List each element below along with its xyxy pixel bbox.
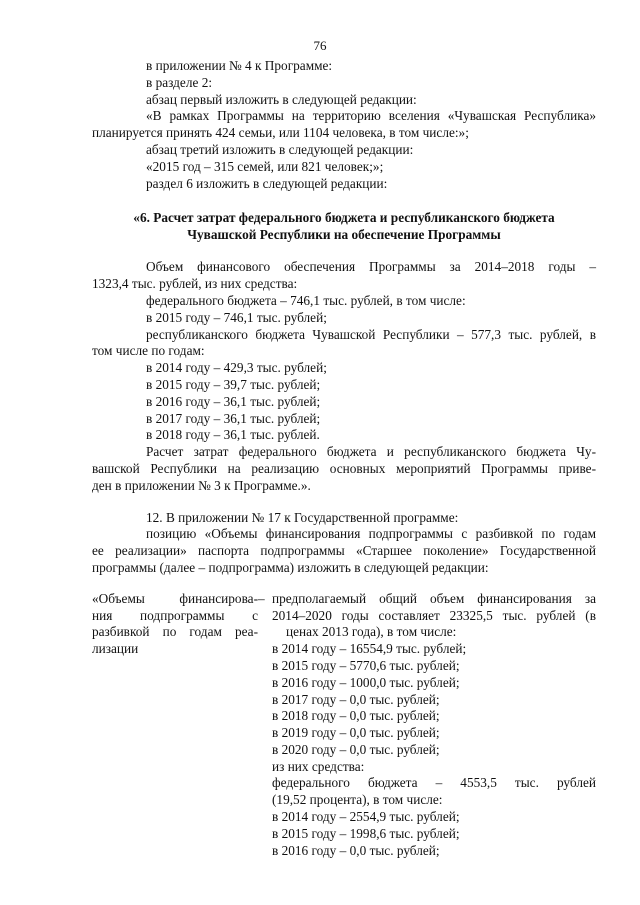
section6-block xyxy=(92,259,596,494)
text-line: Расчет затрат федерального бюджета и республиканского бюджета Чу- xyxy=(146,444,596,460)
text-line: «В рамках Программы на территорию вселения «Чувашская Республика» xyxy=(146,108,596,124)
text-line: в 2020 году – 0,0 тыс. рублей; xyxy=(272,741,440,757)
text-line: ценах 2013 года), в том числе: xyxy=(286,624,457,640)
text-line: (19,52 процента), в том числе: xyxy=(272,792,443,808)
text-line: абзац первый изложить в следующей редакции: xyxy=(146,91,417,107)
text-line: в 2016 году – 1000,0 тыс. рублей; xyxy=(272,674,460,690)
text-line: в 2016 году – 0,0 тыс. рублей; xyxy=(272,842,440,858)
text-line: 12. В приложении № 17 к Государственной программе: xyxy=(146,509,459,525)
text-line: ден в приложении № 3 к Программе.». xyxy=(92,477,311,493)
document-body xyxy=(92,58,596,859)
text-line: «Объемы финансирова- xyxy=(92,590,258,606)
text-line: позицию «Объемы финансирования подпрограммы с разбивкой по годам xyxy=(146,526,596,542)
text-line: предполагаемый общий объем финансирования за xyxy=(272,590,596,606)
text-line: в 2017 году – 36,1 тыс. рублей; xyxy=(146,410,321,426)
text-line: Объем финансового обеспечения Программы за 2014–2018 годы – xyxy=(146,259,596,275)
text-line: в 2015 году – 746,1 тыс. рублей; xyxy=(146,309,327,325)
text-line: вашской Республики на реализацию основных мероприятий Программы приве- xyxy=(92,460,596,476)
text-line: том числе по годам: xyxy=(92,343,205,359)
table-dash: – xyxy=(258,590,265,606)
intro-block xyxy=(92,58,596,192)
text-line: программы (далее – подпрограмма) изложить в следующей редакции: xyxy=(92,559,489,575)
text-line: республиканского бюджета Чувашской Республики – 577,3 тыс. рублей, в xyxy=(146,326,596,342)
heading-line: Чувашской Республики на обеспечение Программы xyxy=(187,227,501,243)
text-line: в 2015 году – 39,7 тыс. рублей; xyxy=(146,376,321,392)
table-dash-column xyxy=(258,591,272,860)
text-line: абзац третий изложить в следующей редакции: xyxy=(146,141,414,157)
text-line: в 2018 году – 0,0 тыс. рублей; xyxy=(272,708,440,724)
text-line: в разделе 2: xyxy=(146,74,213,90)
text-line: 1323,4 тыс. рублей, из них средства: xyxy=(92,276,298,292)
text-line: в 2016 году – 36,1 тыс. рублей; xyxy=(146,393,321,409)
text-line: ния подпрограммы с xyxy=(92,607,258,623)
text-line: 2014–2020 годы составляет 23325,5 тыс. рублей (в xyxy=(272,607,596,623)
text-line: планируется принять 424 семьи, или 1104 человека, в том числе:»; xyxy=(92,125,469,141)
table-right-column xyxy=(272,591,596,860)
paragraph-12 xyxy=(92,510,596,577)
text-line: в 2014 году – 2554,9 тыс. рублей; xyxy=(272,809,460,825)
text-line: в 2014 году – 16554,9 тыс. рублей; xyxy=(272,641,467,657)
text-line: в 2014 году – 429,3 тыс. рублей; xyxy=(146,360,327,376)
text-line: раздел 6 изложить в следующей редакции: xyxy=(146,175,388,191)
text-line: в 2018 году – 36,1 тыс. рублей. xyxy=(146,427,320,443)
text-line: лизации xyxy=(92,641,139,657)
text-line: в 2015 году – 5770,6 тыс. рублей; xyxy=(272,657,460,673)
text-line: из них средства: xyxy=(272,758,365,774)
financing-table xyxy=(92,591,596,860)
heading-line: «6. Расчет затрат федерального бюджета и республиканского бюджета xyxy=(133,210,555,226)
text-line: федерального бюджета – 4553,5 тыс. рублей xyxy=(272,775,596,791)
text-line: в приложении № 4 к Программе: xyxy=(146,58,333,73)
text-line: разбивкой по годам реа- xyxy=(92,624,258,640)
text-line: в 2015 году – 1998,6 тыс. рублей; xyxy=(272,825,460,841)
table-left-column xyxy=(92,591,258,860)
text-line: ее реализации» паспорта подпрограммы «Старшее поколение» Государственной xyxy=(92,543,596,559)
text-line: «2015 год – 315 семей, или 821 человек;»; xyxy=(146,158,384,174)
page-number: 76 xyxy=(313,38,327,53)
text-line: в 2019 году – 0,0 тыс. рублей; xyxy=(272,725,440,741)
text-line: в 2017 году – 0,0 тыс. рублей; xyxy=(272,691,440,707)
text-line: федерального бюджета – 746,1 тыс. рублей, в том числе: xyxy=(146,292,466,308)
section-heading xyxy=(92,209,596,243)
